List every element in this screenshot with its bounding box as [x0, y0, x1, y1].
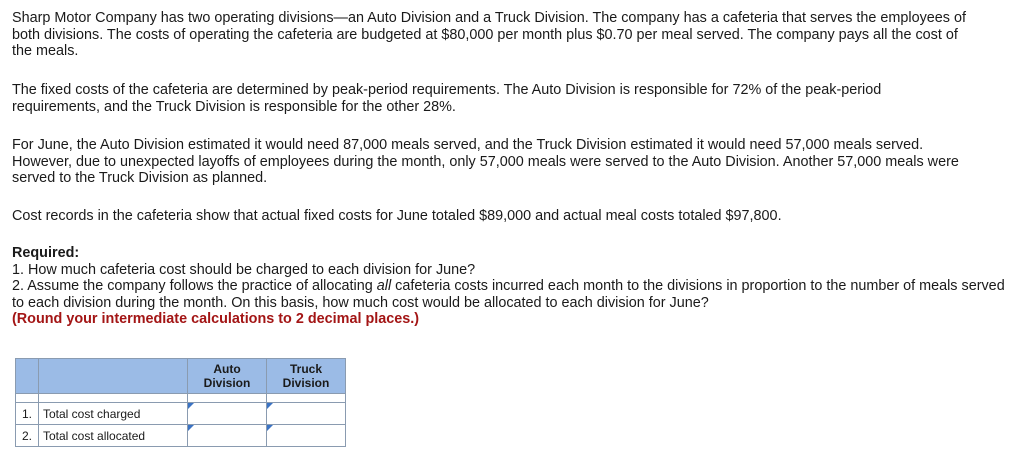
row-label: Total cost allocated — [39, 425, 188, 447]
paragraph-fixed-costs: The fixed costs of the cafeteria are determined by peak-period requirements. The Auto Division is responsible for 72% of the peak-period requirements, and the Truck Division is responsible for the other 28%. — [12, 82, 882, 115]
q2-text-before: 2. Assume the company follows the practice of allocating — [12, 278, 377, 294]
input-marker-icon — [188, 403, 194, 409]
row-number: 1. — [16, 403, 39, 425]
auto-allocated-cell — [188, 425, 267, 447]
truck-charged-cell — [267, 403, 346, 425]
input-marker-icon — [267, 403, 273, 409]
q2-text-after: cafeteria costs incurred each month to the divisions in proportion to the number of meals served to each division during the month. On this basis, how much cost would be allocated to each division for June? — [12, 278, 1005, 311]
auto-charged-cell — [188, 403, 267, 425]
required-question-1: 1. How much cafeteria cost should be charged to each division for June? — [12, 261, 476, 278]
required-question-2 — [12, 278, 1012, 311]
table-row-total-cost-allocated — [16, 425, 346, 447]
table-spacer-row — [16, 394, 346, 403]
truck-allocated-cell — [267, 425, 346, 447]
truck-charged-input[interactable] — [267, 403, 345, 424]
spacer-cell — [267, 394, 346, 403]
answer-table — [15, 358, 346, 447]
header-truck-division — [267, 359, 346, 394]
truck-allocated-input[interactable] — [267, 425, 345, 446]
header-auto-division — [188, 359, 267, 394]
required-section — [12, 245, 1012, 328]
q2-italic-all: all — [376, 278, 392, 294]
spacer-cell — [39, 394, 188, 403]
input-marker-icon — [188, 425, 194, 431]
auto-allocated-input[interactable] — [188, 425, 266, 446]
paragraph-intro: Sharp Motor Company has two operating divisions—an Auto Division and a Truck Division. The company has a cafeteria that serves the employees of both divisions. The costs of operating the cafeteria are budgeted at $80,000 per month plus $0.70 per meal served. The company pays all the cost of the meals. — [12, 10, 967, 59]
required-heading: Required: — [12, 245, 80, 261]
header-blank-num — [16, 359, 39, 394]
auto-charged-input[interactable] — [188, 403, 266, 424]
header-blank-label — [39, 359, 188, 394]
row-number: 2. — [16, 425, 39, 447]
input-marker-icon — [267, 425, 273, 431]
paragraph-cost-records: Cost records in the cafeteria show that actual fixed costs for June totaled $89,000 and actual meal costs totaled $97,800. — [12, 208, 782, 224]
header-truck-line1: Truck — [289, 362, 322, 376]
table-header-row — [16, 359, 346, 394]
header-truck-line2: Division — [282, 376, 330, 390]
table-row-total-cost-charged — [16, 403, 346, 425]
header-auto-line2: Division — [203, 376, 251, 390]
row-label: Total cost charged — [39, 403, 188, 425]
rounding-instruction: (Round your intermediate calculations to 2 decimal places.) — [12, 311, 420, 327]
spacer-cell — [16, 394, 39, 403]
paragraph-june-meals: For June, the Auto Division estimated it would need 87,000 meals served, and the Truck Division estimated it would need 57,000 meals served. However, due to unexpected layoffs of employees during the month, only 57,000 meals were served to the Auto Division. Another 57,000 meals were served to the Truck Division as planned. — [12, 137, 959, 186]
spacer-cell — [188, 394, 267, 403]
header-auto-line1: Auto — [213, 362, 241, 376]
